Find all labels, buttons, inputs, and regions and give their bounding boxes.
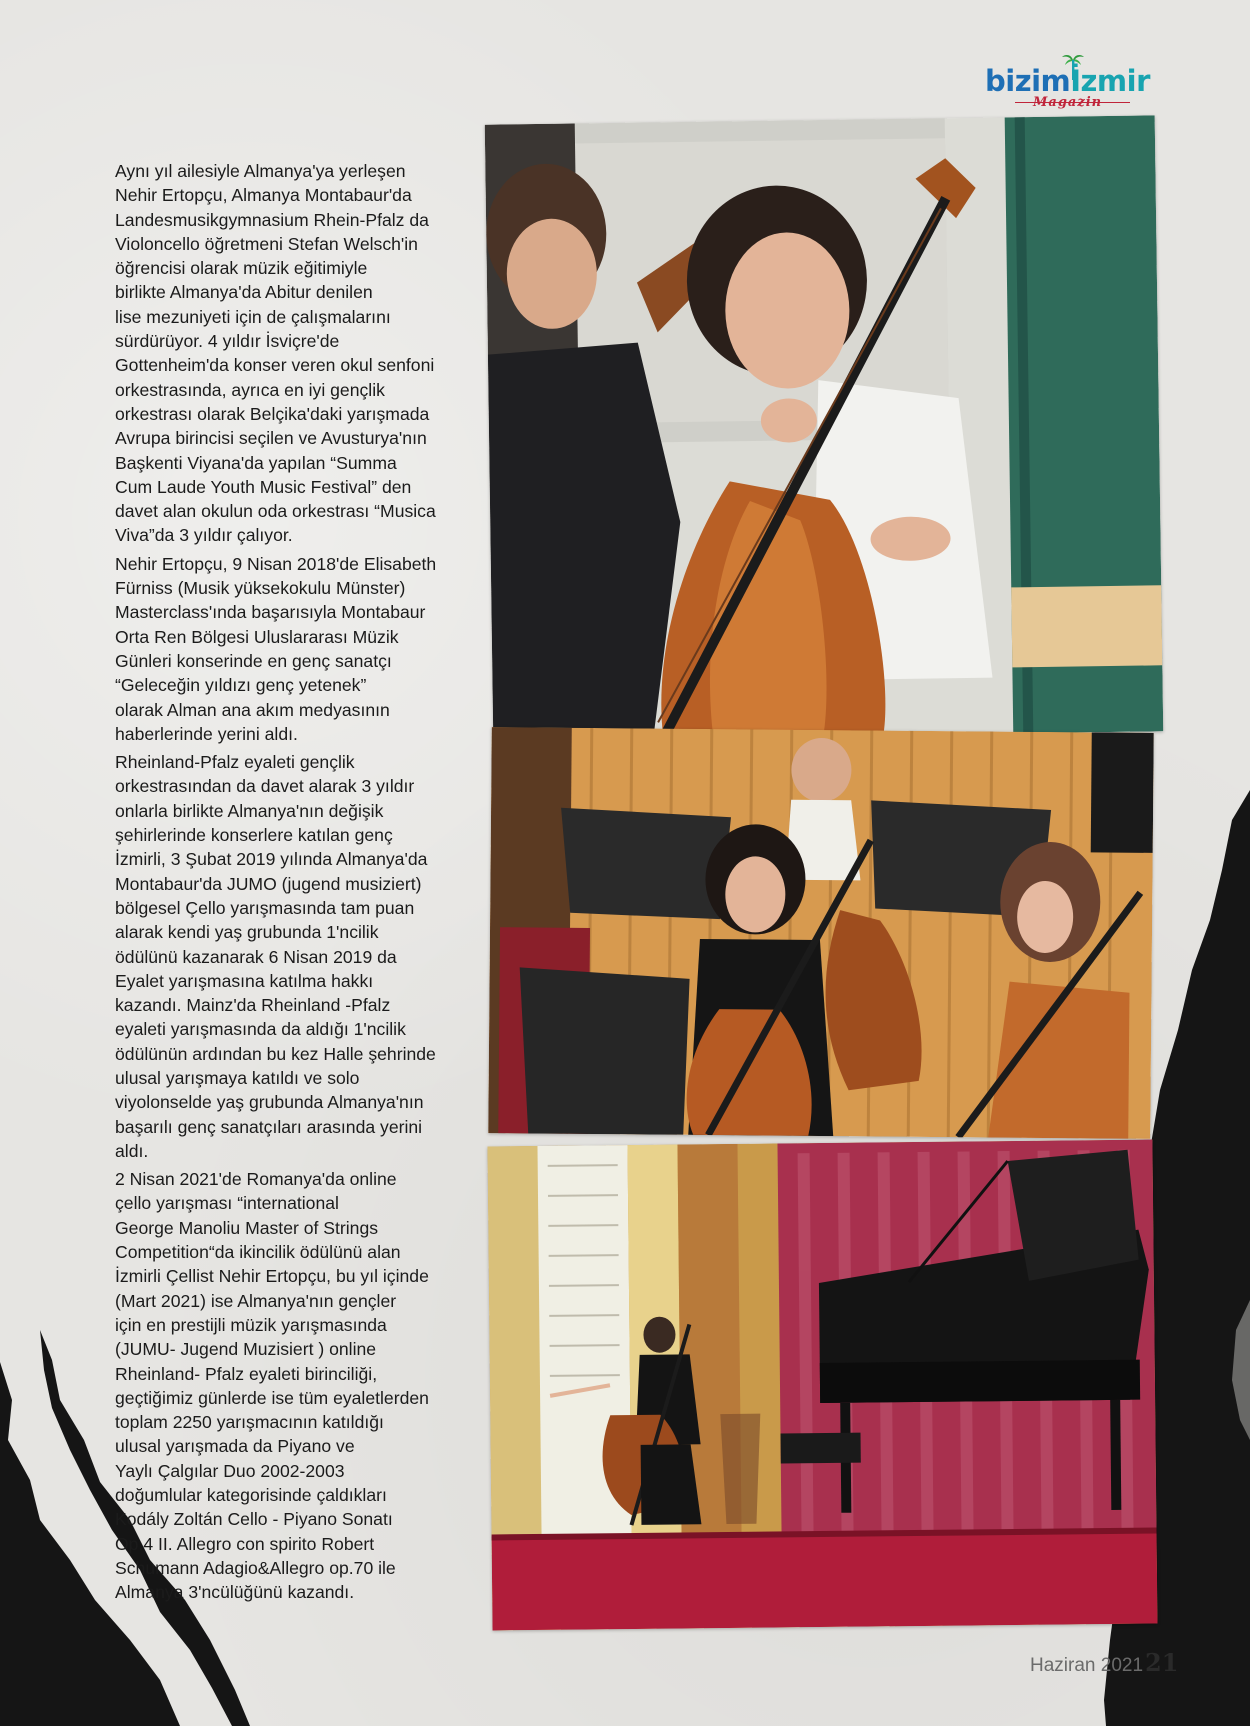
photo-cellist-closeup <box>485 115 1164 740</box>
page-footer <box>1030 1648 1178 1677</box>
photo-orchestra <box>488 727 1154 1139</box>
article-body <box>115 159 475 1609</box>
logo-word-izmir: İzmir <box>1070 64 1150 98</box>
article-paragraph-4: 2 Nisan 2021'de Romanya'da online çello yarışması “international George Manoliu Master of Strings Competition“da ikincilik ödülünü alan İzmirli Çellist Nehir Ertopçu, bu yıl içinde (Mart 2021) ise Almanya'nın gençler için en prestijli müzik yarışmasında (JUMU- Jugend Muzisiert ) online Rheinland- Pfalz eyaleti birinciliği, geçtiğimiz günlerde ise tüm eyaletlerden toplam 2250 yarışmacının katıldığı ulusal yarışmada da Piyano ve Yaylı Çalgılar Duo 2002-2003 doğumlular kategorisinde çaldıkları Kodály Zoltán Cello - Piyano Sonatı Op.4 II. Allegro con spirito Robert Schumann Adagio&Allegro op.70 ile Almanya 3'ncülüğünü kazandı. <box>115 1169 429 1603</box>
article-paragraph-3: Rheinland-Pfalz eyaleti gençlik orkestrasından da davet alarak 3 yıldır onlarla birlikte Almanya'nın değişik şehirlerinde konserlere katılan genç İzmirli, 3 Şubat 2019 yılında Almanya'da Montabaur'da JUMO (jugend musiziert) bölgesel Çello yarışmasında tam puan alarak kendi yaş grubunda 1'ncilik ödülünü kazanarak 6 Nisan 2019 da Eyalet yarışmasına katılma hakkı kazandı. Mainz'da Rheinland -Pfalz eyaleti yarışmasında da aldığı 1'ncilik ödülünün ardından bu kez Halle şehrinde ulusal yarışmaya katıldı ve solo viyolonselde yaş grubunda Almanya'nın başarılı genç sanatçıları arasında yerini aldı. <box>115 752 436 1161</box>
logo-subtitle: Magazin <box>1033 95 1103 110</box>
magazine-logo <box>985 56 1150 111</box>
photo-cello-piano-duo <box>487 1140 1157 1631</box>
footer-issue-date: Haziran 2021 <box>1030 1655 1144 1676</box>
article-paragraph-1: Aynı yıl ailesiyle Almanya'ya yerleşen Nehir Ertopçu, Almanya Montabaur'da Landesmusikgymnasium Rhein-Pfalz da Violoncello öğretmeni Stefan Welsch'in öğrencisi olarak müzik eğitimiyle birlikte Almanya'da Abitur denilen lise mezuniyeti için de çalışmalarını sürdürüyor. 4 yıldır İsviçre'de Gottenheim'da konser veren okul senfoni orkestrasında, ayrıca en iyi gençlik orkestrası olarak Belçika'daki yarışmada Avrupa birincisi seçilen ve Avusturya'nın Başkenti Viyana'da yapılan “Summa Cum Laude Youth Music Festival” den davet alan okulun oda orkestrası “Musica Viva”da 3 yıldır çalıyor. <box>115 161 436 546</box>
logo-word-bizim: bizim <box>985 64 1071 98</box>
article-paragraph-2: Nehir Ertopçu, 9 Nisan 2018'de Elisabeth Fürniss (Musik yüksekokulu Münster) Masterclass'ında başarısıyla Montabaur Orta Ren Bölgesi Uluslararası Müzik Günleri konserinde en genç sanatçı “Geleceğin yıldızı genç yetenek” olarak Alman ana akım medyasının haberlerinde yerini aldı. <box>115 553 437 744</box>
page-number: 21 <box>1145 1648 1179 1677</box>
